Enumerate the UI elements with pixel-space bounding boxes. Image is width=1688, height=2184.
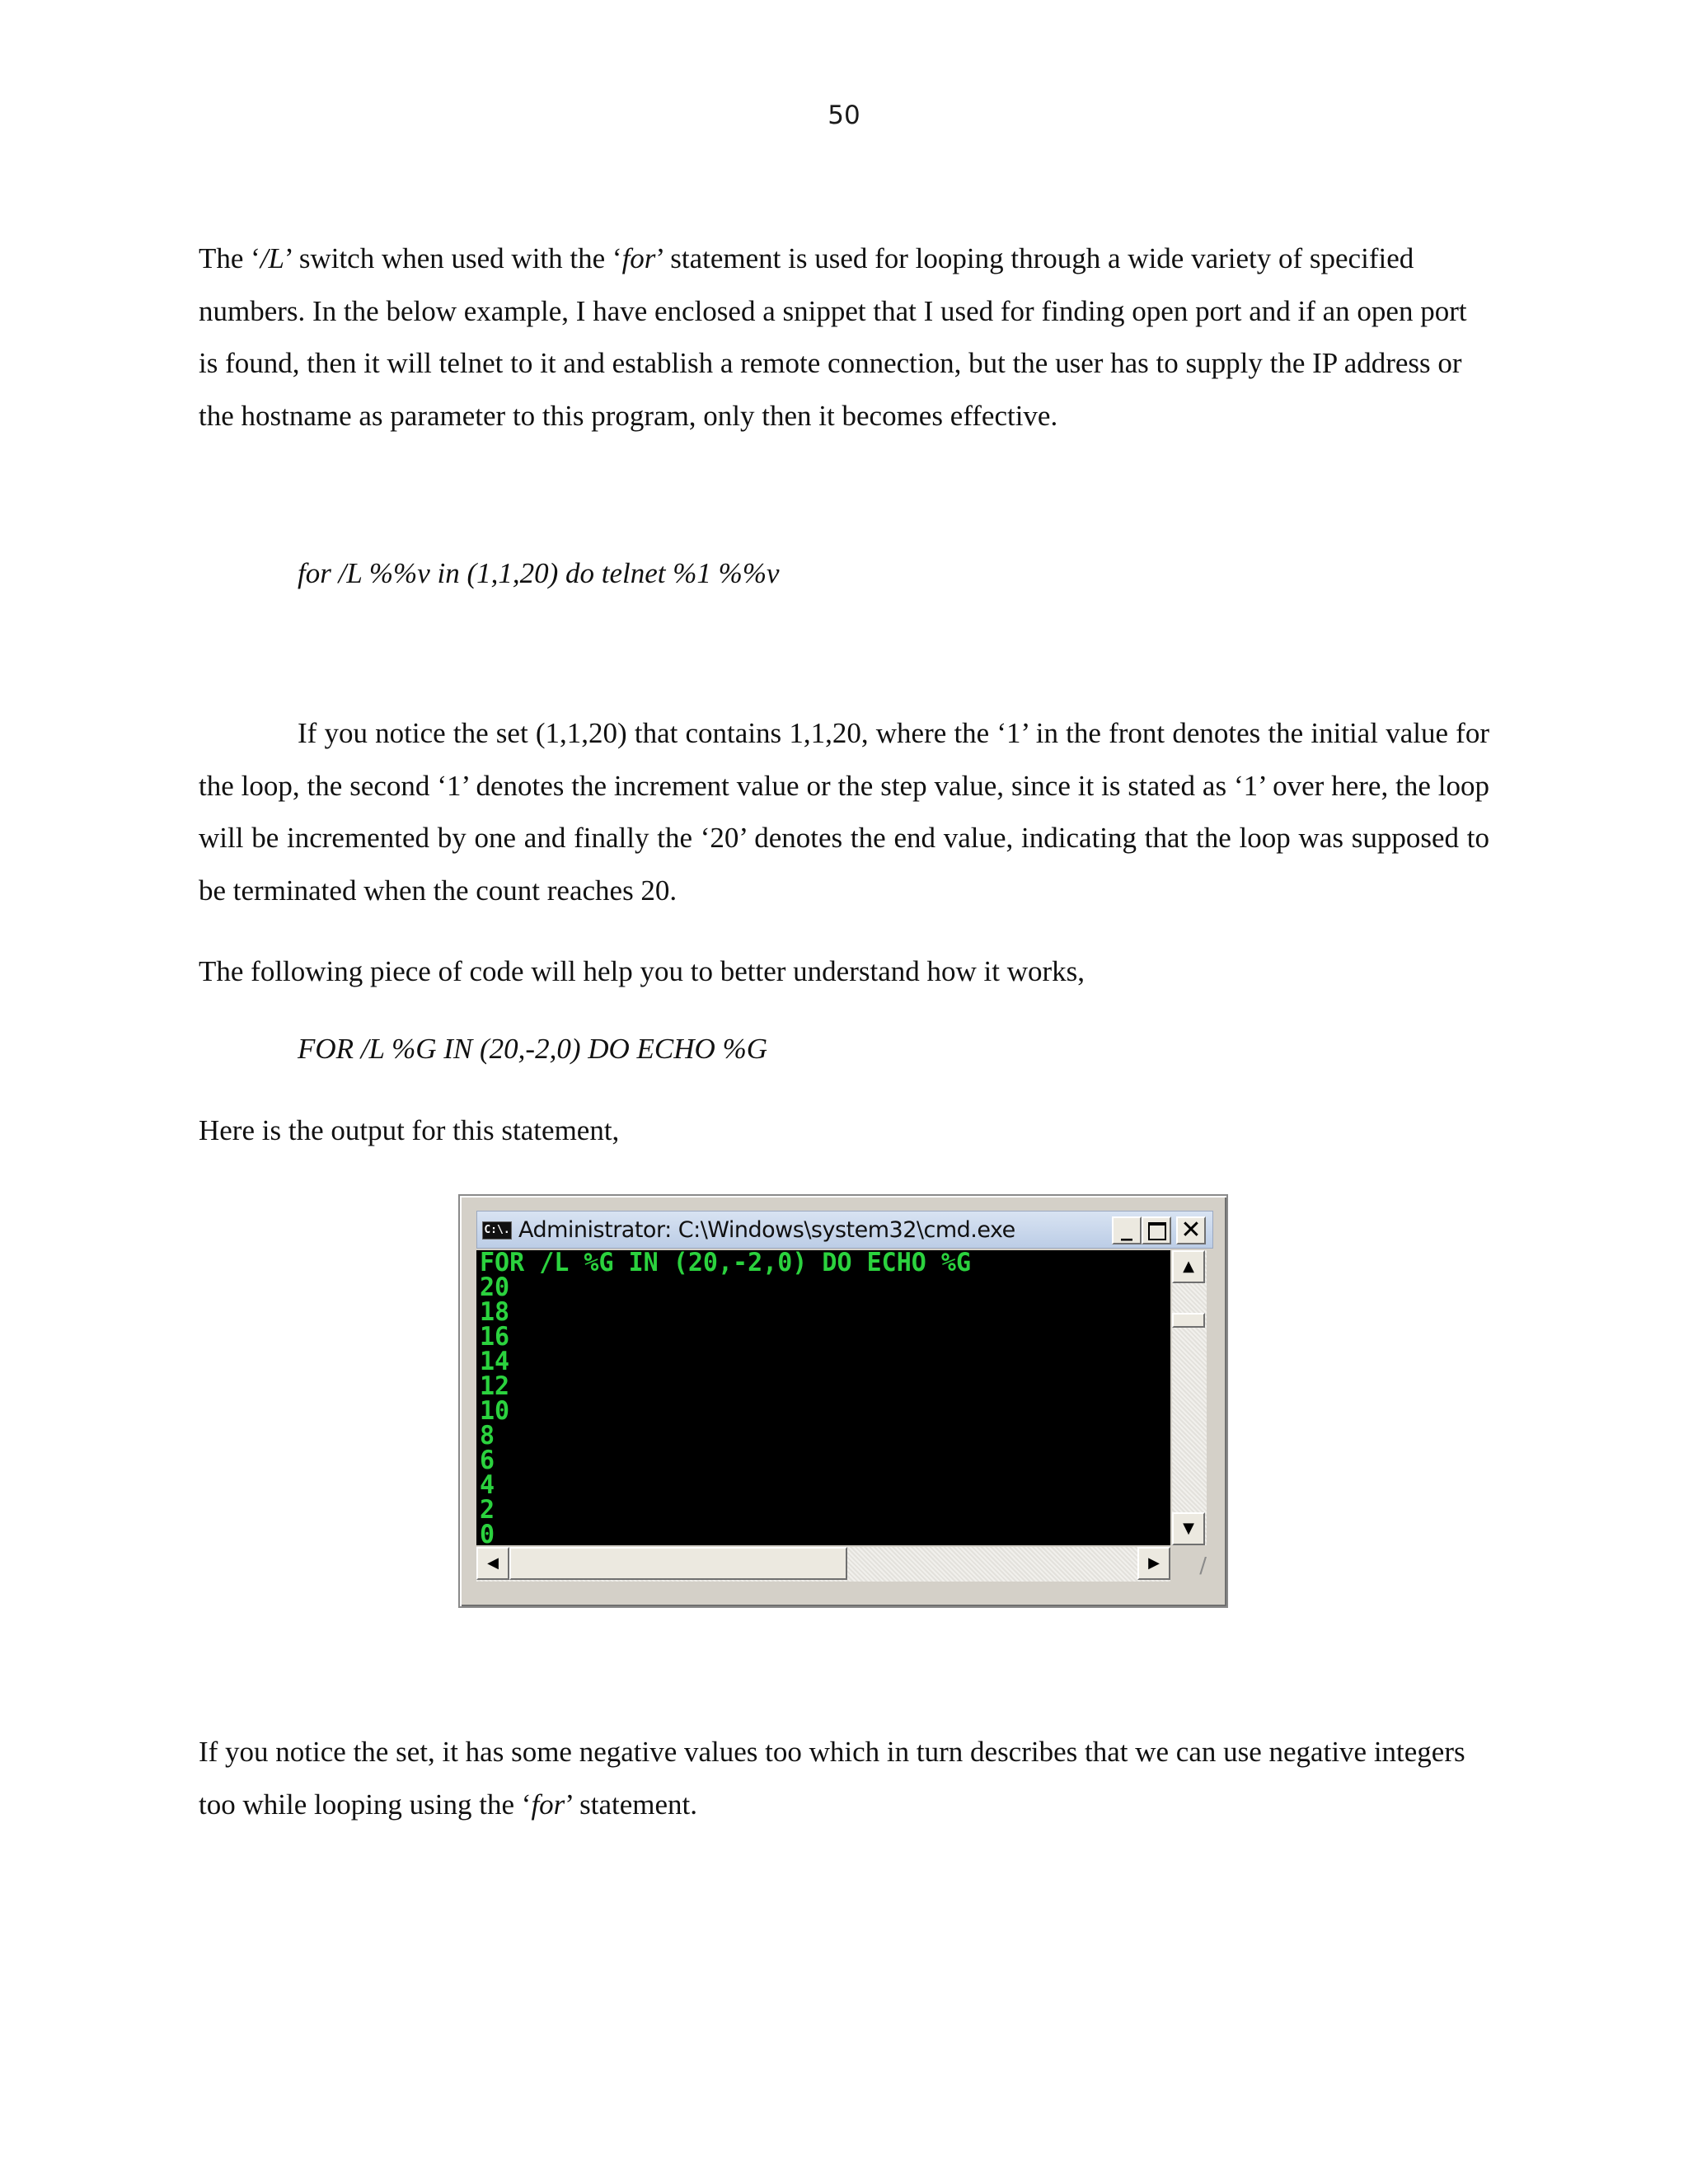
cmd-window-screenshot — [458, 1194, 1228, 1608]
horizontal-scroll-thumb[interactable] — [509, 1547, 847, 1580]
paragraph-negative-values — [199, 1726, 1489, 1830]
scroll-up-icon[interactable]: ▲ — [1172, 1250, 1205, 1283]
console-line: 2 — [480, 1494, 495, 1526]
horizontal-scrollbar[interactable] — [476, 1547, 1170, 1582]
cmd-app-icon: C:\. — [482, 1221, 512, 1240]
console-line: FOR /L %G IN (20,-2,0) DO ECHO %G — [480, 1250, 972, 1278]
vertical-scroll-thumb[interactable] — [1172, 1313, 1205, 1328]
console-output — [476, 1250, 1170, 1545]
paragraph-intro-text-1: The ‘ — [199, 242, 260, 274]
console-line: 10 — [480, 1395, 510, 1427]
paragraph-negative-values-text-2: ’ statement. — [565, 1788, 697, 1821]
maximize-icon[interactable] — [1142, 1216, 1171, 1244]
paragraph-following-code: The following piece of code will help you to better understand how it works, — [199, 955, 1085, 987]
scroll-left-icon[interactable]: ◀ — [476, 1547, 509, 1580]
scroll-down-icon[interactable]: ▼ — [1172, 1512, 1205, 1545]
scroll-right-icon[interactable]: ▶ — [1137, 1547, 1170, 1580]
paragraph-output-intro: Here is the output for this statement, — [199, 1114, 620, 1146]
paragraph-set-explanation-text: If you notice the set (1,1,20) that contains 1,1,20, where the ‘1’ in the front denotes the initial value for the loop, the second ‘1’ denotes the increment value or the step value, since it is stated as ‘1’ over here, the loop will be incremented by one and finally the ‘20’ denotes the end value, indicating that the loop was supposed to be terminated when the count reaches 20. — [199, 717, 1489, 907]
console-line: 14 — [480, 1346, 510, 1377]
minimize-icon[interactable]: _ — [1112, 1216, 1142, 1244]
for-keyword: for — [621, 242, 656, 274]
console-line: 6 — [480, 1445, 495, 1476]
close-icon[interactable]: ✕ — [1176, 1216, 1206, 1244]
for-keyword: for — [531, 1788, 565, 1821]
console-line: 18 — [480, 1296, 510, 1328]
console-line: 12 — [480, 1371, 510, 1402]
console-line: 4 — [480, 1469, 495, 1501]
paragraph-negative-values-text-1: If you notice the set, it has some negative values too which in turn describes that we can use negative integers too while looping using the ‘ — [199, 1736, 1465, 1821]
code-snippet-telnet: for /L %%v in (1,1,20) do telnet %1 %%v — [298, 557, 780, 589]
page-number: 50 — [828, 101, 860, 130]
console-line: 0 — [480, 1519, 495, 1545]
resize-grip-icon[interactable]: ∕ — [1172, 1547, 1207, 1582]
paragraph-intro — [199, 232, 1489, 442]
vertical-scrollbar[interactable] — [1172, 1250, 1207, 1545]
console-line: 16 — [480, 1321, 510, 1352]
paragraph-set-explanation — [199, 707, 1489, 916]
console-line: 8 — [480, 1420, 495, 1451]
paragraph-intro-text-2: ’ switch when used with the ‘ — [284, 242, 622, 274]
cmd-titlebar — [476, 1211, 1213, 1249]
console-line: 20 — [480, 1272, 510, 1303]
cmd-window-title: Administrator: C:\Windows\system32\cmd.exe — [518, 1217, 1015, 1243]
switch-name: /L — [260, 242, 285, 274]
maximize-box-glyph — [1148, 1222, 1166, 1240]
code-snippet-echo: FOR /L %G IN (20,-2,0) DO ECHO %G — [298, 1033, 767, 1065]
paragraph-intro-text-3: ’ statement is used for looping through a wide variety of specified numbers. In the below example, I have enclosed a snippet that I used for finding open port and if an open port is found, then it will telnet to it and establish a remote connection, but the user has to supply the IP address or the hostname as parameter to this program, only then it becomes effective. — [199, 242, 1467, 432]
